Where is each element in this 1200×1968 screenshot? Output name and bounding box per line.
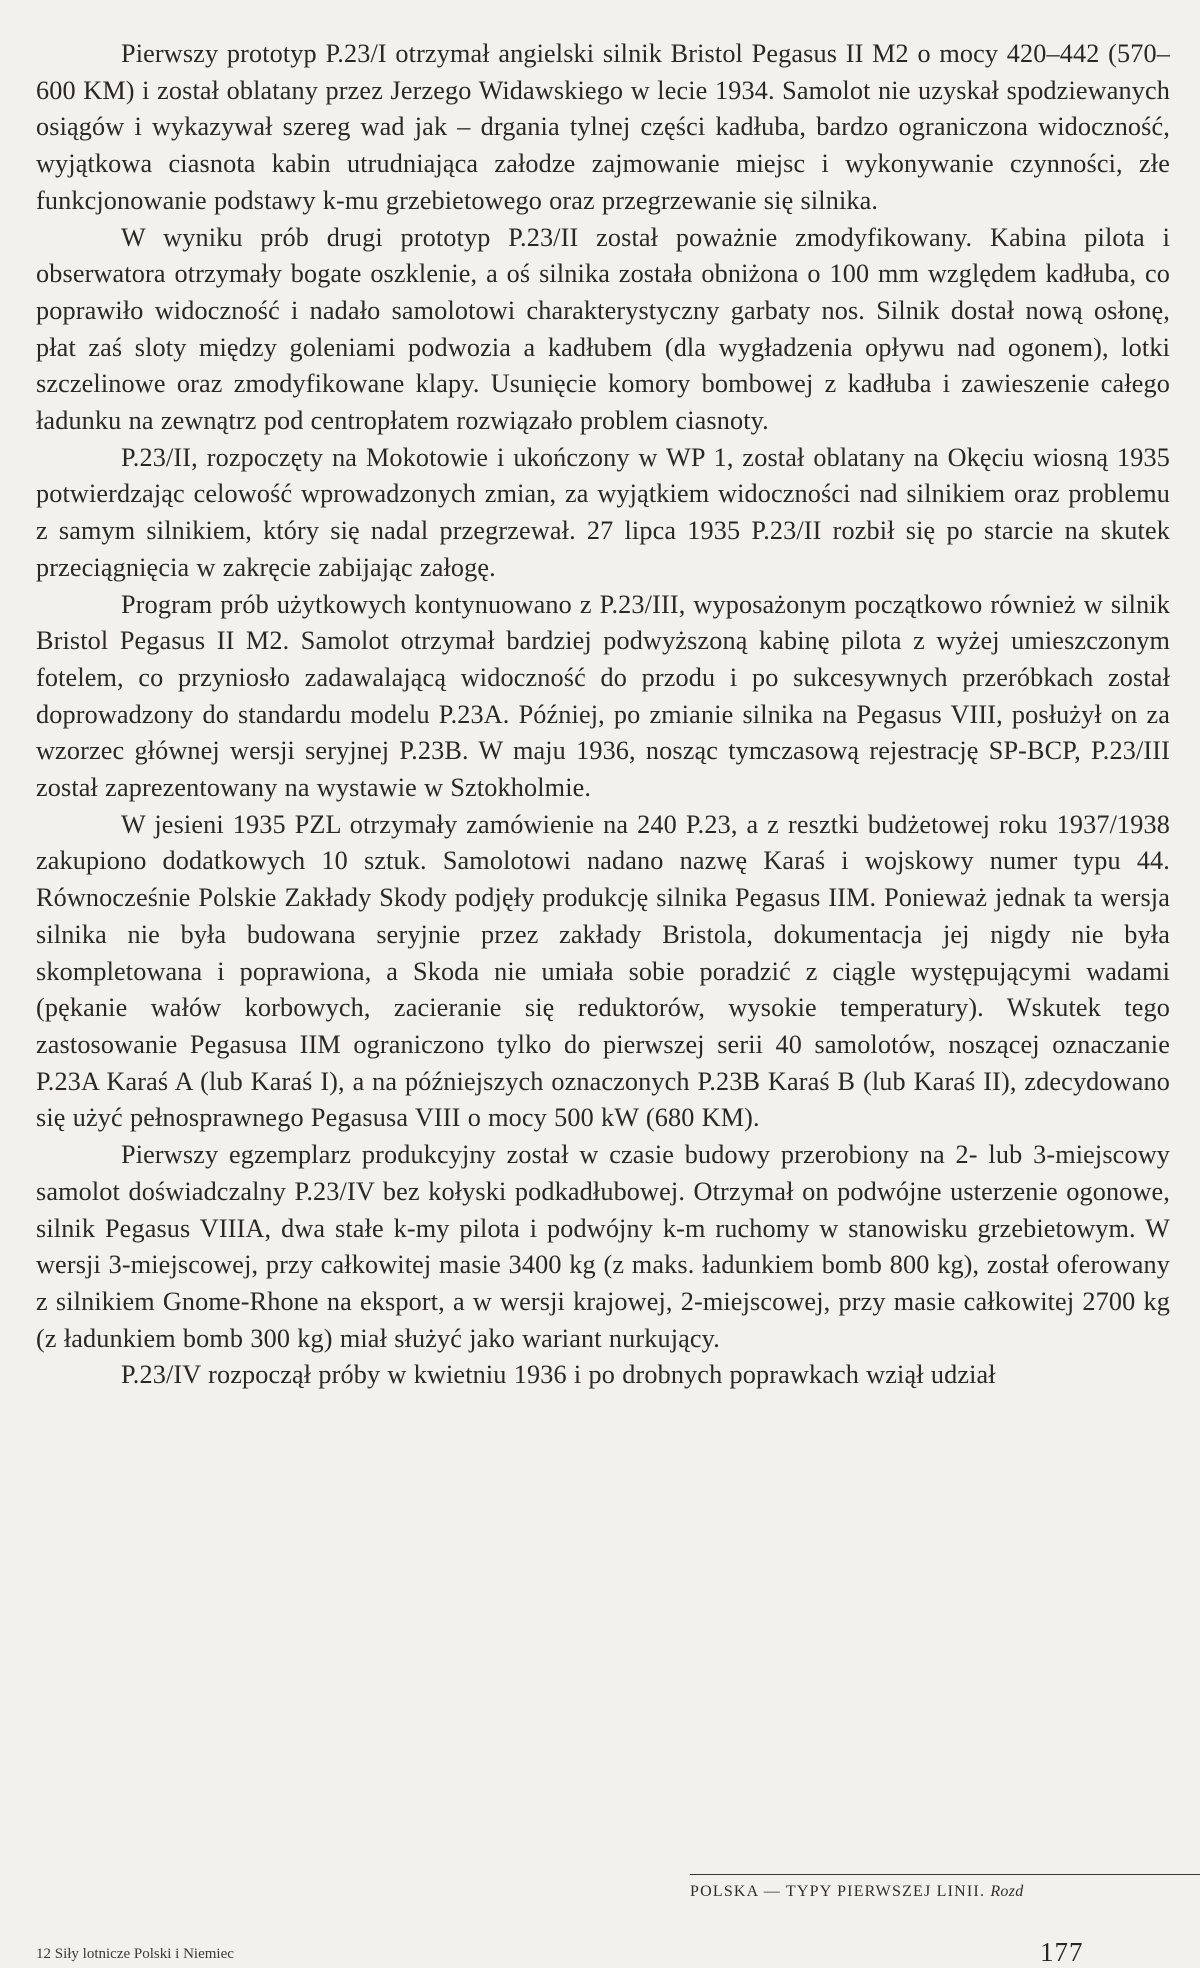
running-head-section: TYPY PIERWSZEJ LINII. [785, 1883, 986, 1900]
running-head-country: POLSKA [690, 1883, 759, 1900]
running-head-chapter: Rozd [990, 1883, 1024, 1900]
paragraph-prototype-p23-ii: W wyniku prób drugi prototyp P.23/II został poważnie zmodyfikowany. Kabina pilota i obserwatora otrzymały bogate oszklenie, a oś silnika została obniżona o 100 mm względem kadłuba, co poprawiło widoczność i nadało samolotowi charakterystyczny garbaty nos. Silnik dostał nową osłonę, płat zaś sloty między goleniami podwozia a kadłubem (dla wygładzenia opływu nad ogonem), lotki szczelinowe oraz zmodyfikowane klapy. Usunięcie komory bombowej z kadłuba i zawieszenie całego ładunku na zewnątrz pod centropłatem rozwiązało problem ciasnoty. [36, 222, 1170, 436]
running-head [690, 1874, 1200, 1901]
paragraph-p23-ii-flight: P.23/II, rozpoczęty na Mokotowie i ukończony w WP 1, został oblatany na Okęciu wiosną 1935 potwierdzając celowość wprowadzonych zmian, za wyjątkiem widoczności nad silnikiem oraz problemu z samym silnikiem, który się nadal przegrzewał. 27 lipca 1935 P.23/II rozbił się po starcie na skutek przeciągnięcia w zakręcie zabijając załogę. [36, 442, 1170, 582]
paragraph-p23-iii: Program prób użytkowych kontynuowano z P.23/III, wyposażonym początkowo również w silnik Bristol Pegasus II M2. Samolot otrzymał bardziej podwyższoną kabinę pilota z wyżej umieszczonym fotelem, co przyniosło zadawalającą widoczność do przodu i po sukcesywnych przeróbkach został doprowadzony do standardu modelu P.23A. Później, po zmianie silnika na Pegasus VIII, posłużył on za wzorzec głównej wersji seryjnej P.23B. W maju 1936, nosząc tymczasową rejestrację SP-BCP, P.23/III został zaprezentowany na wystawie w Sztokholmie. [36, 589, 1170, 803]
body-text [36, 36, 1170, 1394]
running-head-dash: — [763, 1883, 781, 1900]
footer-signature: 12 Siły lotnicze Polski i Niemiec [36, 1946, 234, 1962]
paragraph-prototype-p23-i: Pierwszy prototyp P.23/I otrzymał angielski silnik Bristol Pegasus II M2 o mocy 420–442 (570–600 KM) i został oblatany przez Jerzego Widawskiego w lecie 1934. Samolot nie uzyskał spodziewanych osiągów i wykazywał szereg wad jak – drgania tylnej części kadłuba, bardzo ograniczona widoczność, wyjątkowa ciasnota kabin utrudniająca załodze zajmowanie miejsc i wykonywanie czynności, złe funkcjonowanie podstawy k-mu grzebietowego oraz przegrzewanie się silnika. [36, 39, 1170, 215]
paragraph-p23-iv-trials: P.23/IV rozpoczął próby w kwietniu 1936 i po drobnych poprawkach wziął udział [121, 1360, 996, 1390]
paragraph-production-order: W jesieni 1935 PZL otrzymały zamówienie na 240 P.23, a z resztki budżetowej roku 1937/1938 zakupiono dodatkowych 10 sztuk. Samolotowi nadano nazwę Karaś i wojskowy numer typu 44. Równocześnie Polskie Zakłady Skody podjęły produkcję silnika Pegasus IIM. Ponieważ jednak ta wersja silnika nie była budowana seryjnie przez zakłady Bristola, dokumentacja jej nigdy nie była skompletowana i poprawiona, a Skoda nie umiała sobie poradzić z ciągle występującymi wadami (pękanie wałów korbowych, zacieranie się reduktorów, wysokie temperatury). Wskutek tego zastosowanie Pegasusa IIM ograniczono tylko do pierwszej serii 40 samolotów, noszącej oznaczanie P.23A Karaś A (lub Karaś I), a na późniejszych oznaczonych P.23B Karaś B (lub Karaś II), zdecydowano się użyć pełnosprawnego Pegasusa VIII o mocy 500 kW (680 KM). [36, 809, 1170, 1133]
paragraph-p23-iv: Pierwszy egzemplarz produkcyjny został w czasie budowy przerobiony na 2- lub 3-miejscowy samolot doświadczalny P.23/IV bez kołyski podkadłubowej. Otrzymał on podwójne usterzenie ogonowe, silnik Pegasus VIIIA, dwa stałe k-my pilota i podwójny k-m ruchomy w stanowisku grzebietowym. W wersji 3-miejscowej, przy całkowitej masie 3400 kg (z maks. ładunkiem bomb 800 kg), został oferowany z silnikiem Gnome-Rhone na eksport, a w wersji krajowej, 2-miejscowej, przy masie całkowitej 2700 kg (z ładunkiem bomb 300 kg) miał służyć jako wariant nurkujący. [36, 1140, 1170, 1353]
page-number: 177 [1040, 1937, 1084, 1967]
